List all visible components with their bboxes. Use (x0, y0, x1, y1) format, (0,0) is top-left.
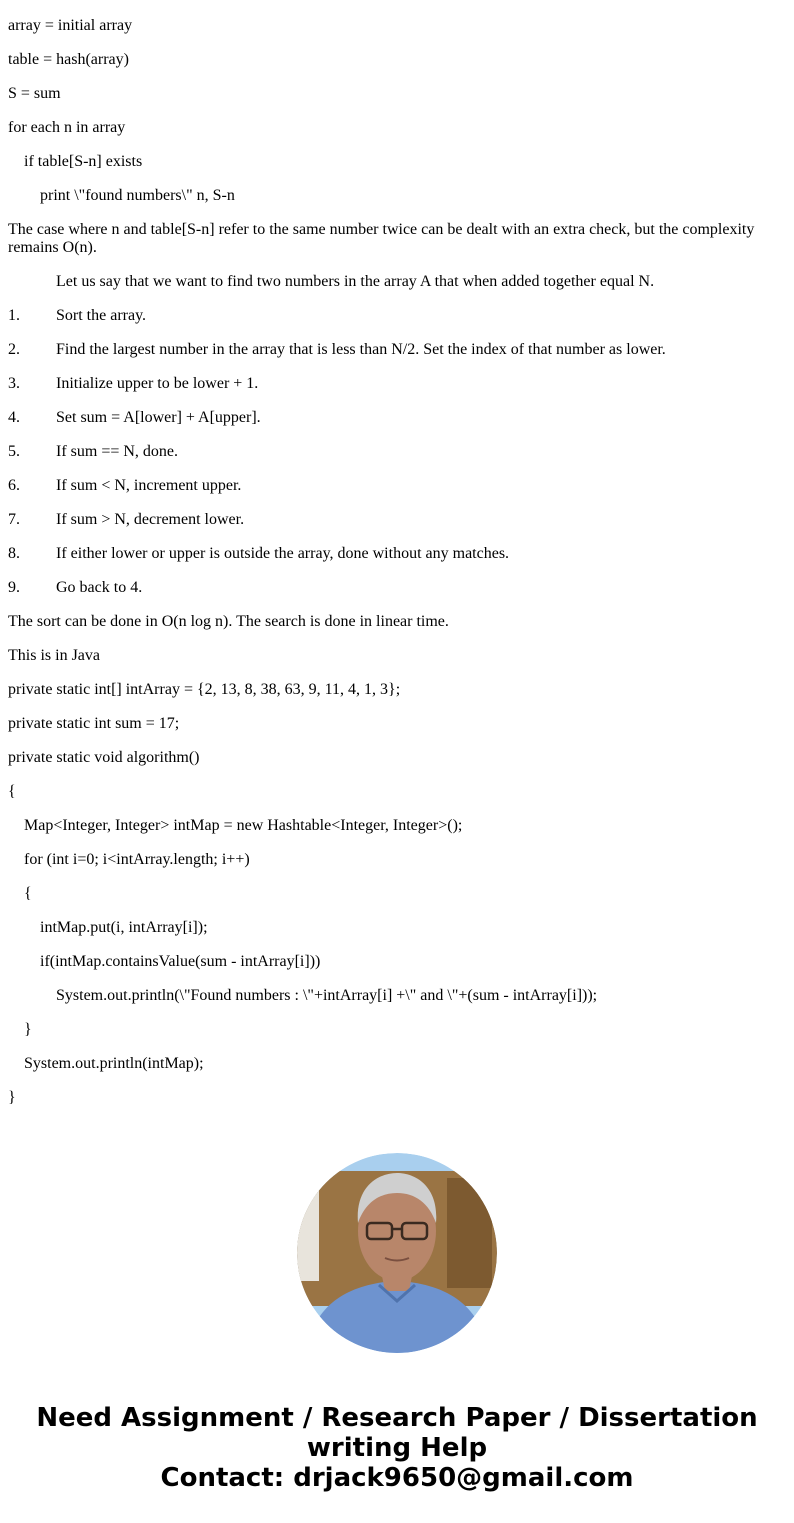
step-item (8, 409, 786, 427)
step-number: 4. (8, 409, 20, 426)
step-text: Initialize upper to be lower + 1. (56, 375, 259, 392)
java-code-line: intMap.put(i, intArray[i]); (40, 919, 208, 936)
java-code-line: { (8, 783, 16, 800)
pseudocode-line: array = initial array (8, 17, 133, 34)
java-code-line: } (8, 1089, 16, 1106)
footer-contact: Contact: drjack9650@gmail.com (160, 1463, 634, 1493)
pseudocode-line: for each n in array (8, 119, 126, 136)
step-item (8, 307, 786, 325)
pseudocode-line: S = sum (8, 85, 61, 102)
step-number: 2. (8, 341, 20, 358)
step-number: 8. (8, 545, 20, 562)
step-item (8, 579, 786, 597)
step-item (8, 443, 786, 461)
footer-line-1: Need Assignment / Research Paper / Dissertation (36, 1403, 758, 1433)
step-text: Set sum = A[lower] + A[upper]. (56, 409, 261, 426)
pseudocode-line: print \"found numbers\" n, S-n (40, 187, 235, 204)
step-text: If either lower or upper is outside the array, done without any matches. (56, 545, 510, 562)
photo-window (297, 1171, 319, 1281)
step-number: 3. (8, 375, 20, 392)
complexity-note: The sort can be done in O(n log n). The search is done in linear time. (8, 613, 449, 630)
java-code-line: System.out.println(\"Found numbers : \"+intArray[i] +\" and \"+(sum - intArray[i])); (56, 987, 598, 1004)
java-code-line: } (24, 1021, 32, 1038)
step-item (8, 477, 786, 495)
pseudocode-line: table = hash(array) (8, 51, 129, 68)
java-code-line: for (int i=0; i<intArray.length; i++) (24, 851, 250, 868)
java-code-line: private static void algorithm() (8, 749, 200, 766)
author-portrait (297, 1153, 497, 1353)
java-code-line: private static int sum = 17; (8, 715, 180, 732)
java-code-line: private static int[] intArray = {2, 13, 8, 38, 63, 9, 11, 4, 1, 3}; (8, 681, 401, 698)
java-code-line: Map<Integer, Integer> intMap = new Hashtable<Integer, Integer>(); (24, 817, 463, 834)
step-number: 6. (8, 477, 20, 494)
step-number: 1. (8, 307, 20, 324)
pseudocode-line: if table[S-n] exists (24, 153, 143, 170)
step-text: Sort the array. (56, 307, 147, 324)
step-number: 7. (8, 511, 20, 528)
java-code-line: if(intMap.containsValue(sum - intArray[i])) (40, 953, 321, 970)
photo-carving (447, 1178, 492, 1288)
step-item (8, 341, 786, 359)
step-item (8, 375, 786, 393)
step-text: If sum < N, increment upper. (56, 477, 242, 494)
author-photo (297, 1153, 497, 1353)
step-item (8, 511, 786, 529)
footer-line-2: writing Help (306, 1433, 488, 1463)
step-number: 9. (8, 579, 20, 596)
step-text: If sum == N, done. (56, 443, 179, 460)
java-intro: This is in Java (8, 647, 100, 664)
intro-paragraph: Let us say that we want to find two numbers in the array A that when added together equal N. (56, 273, 655, 290)
step-text: If sum > N, decrement lower. (56, 511, 245, 528)
step-item (8, 545, 786, 563)
java-code-line: System.out.println(intMap); (24, 1055, 204, 1072)
step-text: Go back to 4. (56, 579, 143, 596)
step-number: 5. (8, 443, 20, 460)
step-text: Find the largest number in the array that is less than N/2. Set the index of that number as lower. (56, 341, 666, 358)
note-paragraph: The case where n and table[S-n] refer to the same number twice can be dealt with an extra check, but the complexity remains O(n). (8, 221, 755, 256)
footer-banner (0, 1403, 794, 1493)
java-code-line: { (24, 885, 32, 902)
